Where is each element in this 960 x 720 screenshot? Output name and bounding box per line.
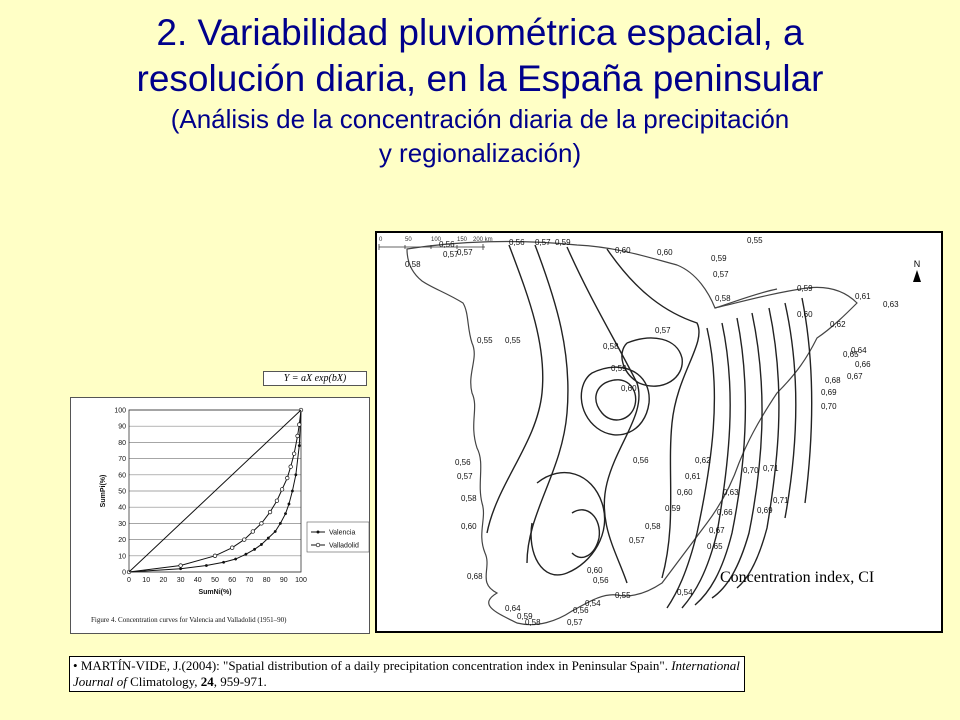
isoline-label: 0,57 [713,270,729,279]
point-valladolid [289,465,293,469]
point-valencia [260,543,263,546]
figure-caption: Figure 4. Concentration curves for Valencia and Valladolid (1951–90) [91,616,287,624]
legend-marker [317,531,320,534]
isoline-9 [682,323,730,608]
x-tick-label: 70 [245,577,254,584]
ci-map-figure [375,231,943,633]
y-axis-label: SumPi(%) [100,474,107,508]
point-valladolid [297,423,301,427]
point-valencia [245,553,248,556]
y-tick-label: 60 [118,472,126,480]
isoline-label: 0,54 [677,588,693,597]
legend-label: Valencia [329,529,356,537]
point-valencia [294,473,297,476]
y-tick-label: 80 [118,439,126,447]
isoline-label: 0,56 [439,240,455,249]
isoline-label: 0,60 [797,310,813,319]
isoline-label: 0,61 [855,292,871,301]
isoline-label: 0,56 [633,456,649,465]
reference-box [69,656,745,692]
isoline-13 [785,303,796,518]
isoline-label: 0,60 [657,248,673,257]
isoline-label: 0,70 [821,402,837,411]
isoline-label: 0,59 [517,612,533,621]
isoline-label: 0,58 [525,618,541,627]
north-arrow-icon [907,259,927,282]
concentration-curve-figure [70,397,370,634]
isoline-5 [622,338,682,386]
point-valladolid [179,564,183,568]
isoline-label: 0,57 [443,250,459,259]
isoline-label: 0,55 [615,591,631,600]
y-tick-label: 70 [118,456,126,464]
point-valencia [222,561,225,564]
legend-label: Valladolid [329,542,359,550]
point-valladolid [230,546,234,550]
scale-label: 50 [405,237,412,243]
isoline-label: 0,57 [457,472,473,481]
point-valencia [267,537,270,540]
x-tick-label: 40 [193,577,202,584]
reference-title: , J.(2004): "Spatial distribution of a daily precipitation concentration index in Peninsular Spain". [166,658,672,673]
isoline-label: 0,58 [645,522,661,531]
y-tick-label: 100 [114,407,126,415]
isoline-2 [527,245,568,563]
isoline-14 [802,298,812,503]
isoline-label: 0,60 [621,384,637,393]
y-tick-label: 40 [118,504,126,512]
x-tick-label: 20 [159,577,168,584]
map-caption: Concentration index, CI [720,569,875,586]
isoline-label: 0,55 [505,336,521,345]
point-valladolid [285,476,289,480]
point-valladolid [280,488,284,492]
scale-label: 200 km [473,237,493,243]
y-tick-label: 10 [118,553,126,561]
isoline-label: 0,66 [855,360,871,369]
scale-label: 100 [431,237,442,243]
isoline-label: 0,58 [461,494,477,503]
isoline-label: 0,63 [883,300,899,309]
reference-journal: International Journal of [73,658,740,689]
point-valencia [234,558,237,561]
scale-bar [377,233,493,257]
isolines [487,245,812,608]
isoline-label: 0,59 [555,238,571,247]
bullet: • [73,658,78,673]
x-tick-label: 50 [211,577,219,584]
isoline-label: 0,57 [567,618,583,627]
concentration-curve-chart [71,398,369,618]
isoline-label: 0,58 [405,260,421,269]
isoline-label: 0,60 [615,246,631,255]
isoline-11 [712,313,762,598]
isoline-label: 0,70 [743,466,759,475]
isoline-label: 0,66 [717,508,733,517]
isoline-1 [487,245,543,533]
isoline-label: 0,59 [797,284,813,293]
isoline-label: 0,63 [723,488,739,497]
point-valladolid [260,522,264,526]
isoline-label: 0,65 [843,350,859,359]
y-tick-label: 20 [118,537,126,545]
isoline-label: 0,65 [707,542,723,551]
title-block [0,10,960,170]
x-axis-label: SumNi(%) [198,589,232,596]
point-valencia [179,567,182,570]
y-tick-label: 30 [118,520,126,528]
point-valencia [284,512,287,515]
formula-text: Y = aX exp(bX) [283,373,347,384]
isoline-label: 0,57 [629,536,645,545]
isoline-label: 0,56 [593,576,609,585]
reference-volume: 24 [200,674,214,689]
isoline-label: 0,56 [455,458,471,467]
isoline-label: 0,71 [763,464,779,473]
point-valencia [291,490,294,493]
isoline-label: 0,55 [477,336,493,345]
slide-subtitle-line-2: y regionalización) [378,138,582,168]
point-valencia [288,503,291,506]
point-valencia [274,530,277,533]
isoline-label: 0,64 [851,346,867,355]
isoline-label: 0,56 [573,606,589,615]
isoline-label: 0,61 [685,472,701,481]
reference-author: MARTÍN-VIDE [80,658,167,673]
isoline-label: 0,67 [709,526,725,535]
x-tick-label: 10 [142,577,151,584]
x-tick-label: 90 [279,577,288,584]
point-valladolid [251,530,255,534]
reference-journal-rest: Climatology, [130,674,201,689]
isoline-label: 0,60 [677,488,693,497]
slide-title-line-1: 2. Variabilidad pluviométrica espacial, a [156,12,804,53]
isoline-label: 0,60 [461,522,477,531]
slide-subtitle-line-1: (Análisis de la concentración diaria de la precipitación [170,104,790,134]
isoline-label: 0,58 [715,294,731,303]
point-valladolid [275,499,279,503]
slide-title-line-2: resolución diaria, en la España peninsular [136,58,824,99]
point-valladolid [213,554,217,558]
scale-label: 150 [457,237,468,243]
isoline-label: 0,54 [585,599,601,608]
y-tick-label: 50 [118,488,126,496]
isoline-label: 0,59 [711,254,727,263]
point-valencia [253,548,256,551]
scale-label: 0 [379,237,383,243]
point-valladolid [296,434,300,438]
isoline-label: 0,58 [603,342,619,351]
point-valencia [298,444,301,447]
isoline-15 [531,473,605,575]
y-tick-label: 90 [118,423,126,431]
isoline-label: 0,59 [611,364,627,373]
isoline-label: 0,57 [457,248,473,257]
point-valladolid [242,538,246,542]
x-tick-label: 30 [176,577,185,584]
isoline-label: 0,64 [505,604,521,613]
isoline-label: 0,68 [467,572,483,581]
isoline-label: 0,69 [821,388,837,397]
isoline-label: 0,55 [747,236,763,245]
x-tick-label: 60 [228,577,237,584]
point-valencia [205,564,208,567]
isoline-label: 0,71 [773,496,789,505]
point-valencia [279,522,282,525]
isoline-label: 0,69 [757,506,773,515]
isoline-label: 0,56 [509,238,525,247]
isoline-label: 0,68 [825,376,841,385]
isoline-label: 0,59 [665,504,681,513]
reference-pages: , 959-971. [213,674,267,689]
x-tick-label: 100 [295,577,307,584]
point-valladolid [292,452,296,456]
isoline-label: 0,62 [830,320,846,329]
x-tick-label: 80 [262,577,271,584]
isoline-label: 0,67 [847,372,863,381]
isoline-label: 0,62 [695,456,711,465]
point-valladolid [268,510,272,514]
isoline-label: 0,57 [655,326,671,335]
isoline-label: 0,60 [587,566,603,575]
y-tick-label: 0 [122,569,126,577]
formula-box [263,371,367,386]
peninsula-outline [407,242,857,625]
isoline-label: 0,57 [535,238,551,247]
x-tick-label: 0 [127,577,131,584]
legend-marker [316,543,320,547]
north-label: N [913,259,921,269]
